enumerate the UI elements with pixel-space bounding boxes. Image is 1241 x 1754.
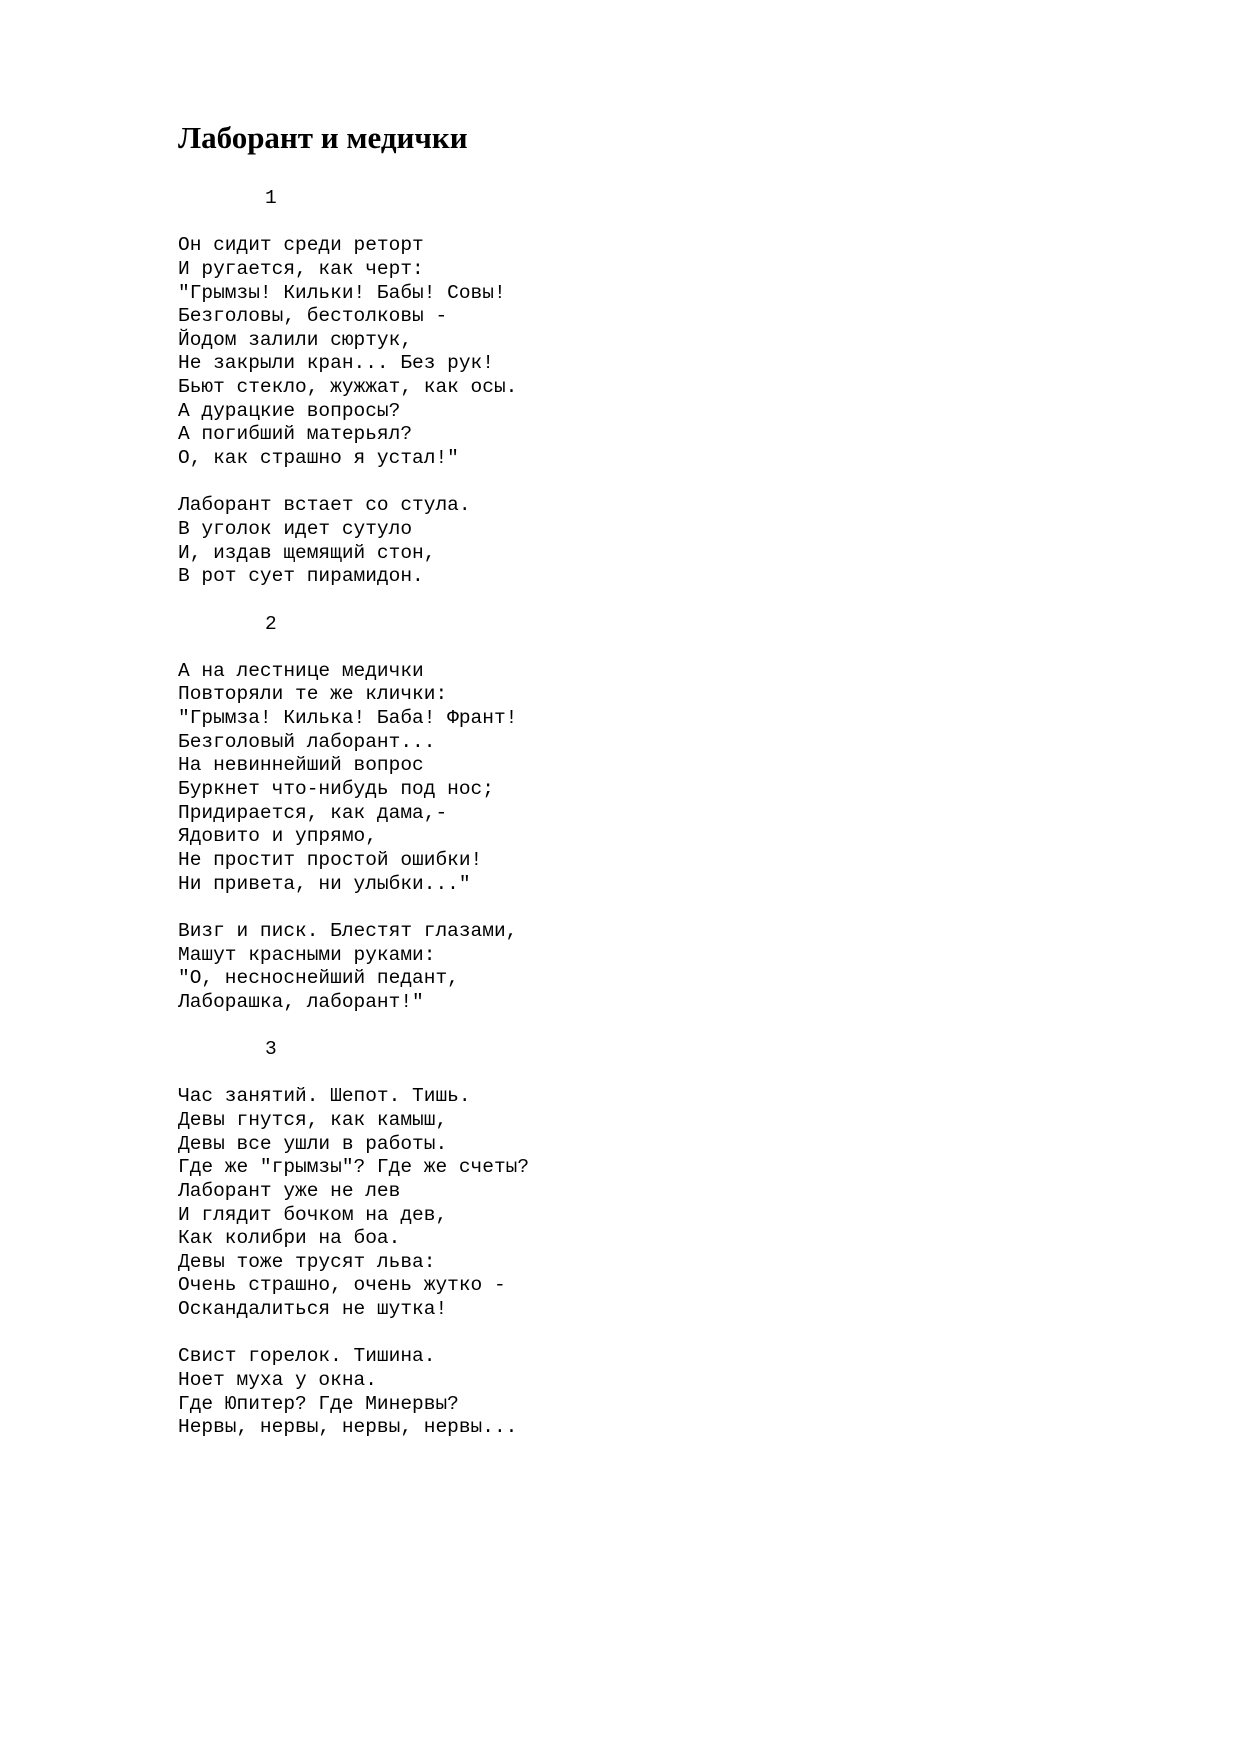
poem-line: Девы тоже трусят льва: (178, 1250, 436, 1273)
poem-line: Машут красными руками: (178, 943, 436, 966)
poem-line: Оскандалиться не шутка! (178, 1298, 448, 1321)
poem-section (178, 1038, 1178, 1464)
poem-line: Ноет муха у окна. (178, 1369, 377, 1392)
poem-line: "Грымзы! Кильки! Бабы! Совы! (178, 281, 506, 304)
poem-line: Он сидит среди реторт (178, 234, 424, 257)
poem-line: Бьют стекло, жужжат, как осы. (178, 376, 518, 399)
poem-line: Час занятий. Шепот. Тишь. (178, 1085, 471, 1108)
stanza (178, 1085, 1178, 1321)
stanza (178, 234, 1178, 470)
document-page (178, 118, 1178, 1464)
poem-line: Буркнет что-нибудь под нос; (178, 778, 494, 801)
poem-line: И глядит бочком на дев, (178, 1203, 448, 1226)
poem-line: Не закрыли кран... Без рук! (178, 352, 494, 375)
poem-line: А погибший матерьял? (178, 423, 413, 446)
poem-line: В рот сует пирамидон. (178, 565, 424, 588)
poem-line: Ядовито и упрямо, (178, 825, 377, 848)
poem-line: Лаборант встает со стула. (178, 494, 471, 517)
poem-line: О, как страшно я устал!" (178, 447, 459, 470)
poem-line: Где Юпитер? Где Минервы? (178, 1392, 459, 1415)
poem-line: А дурацкие вопросы? (178, 399, 401, 422)
poem-line: И, издав щемящий стон, (178, 541, 436, 564)
poem-line: Лаборашка, лаборант!" (178, 990, 424, 1013)
poem-line: Лаборант уже не лев (178, 1179, 401, 1202)
section-number: 1 (265, 187, 277, 209)
poem-line: А на лестнице медички (178, 659, 424, 682)
poem-line: Повторяли те же клички: (178, 683, 448, 706)
section-number: 3 (265, 1038, 277, 1061)
poem-line: Безголовы, бестолковы - (178, 305, 448, 328)
poem-line: Где же "грымзы"? Где же счеты? (178, 1156, 530, 1179)
poem-line: Придирается, как дама,- (178, 801, 448, 824)
stanza (178, 494, 1178, 589)
poem-line: И ругается, как черт: (178, 257, 424, 280)
poem-line: На невиннейший вопрос (178, 754, 424, 777)
stanza (178, 920, 1178, 1015)
poem-line: Ни привета, ни улыбки..." (178, 872, 471, 895)
poem-line: "О, несноснейший педант, (178, 967, 459, 990)
poem-line: Девы все ушли в работы. (178, 1132, 448, 1155)
poem-section (178, 613, 1178, 1039)
poem-line: Девы гнутся, как камыш, (178, 1108, 448, 1131)
poem-line: В уголок идет сутуло (178, 517, 413, 540)
poem-line: Не простит простой ошибки! (178, 848, 483, 871)
stanza (178, 1345, 1178, 1440)
stanza (178, 660, 1178, 896)
poem-body (178, 187, 1178, 1464)
poem-line: Свист горелок. Тишина. (178, 1345, 436, 1368)
poem-line: Визг и писк. Блестят глазами, (178, 919, 518, 942)
poem-line: Безголовый лаборант... (178, 730, 436, 753)
poem-line: "Грымза! Килька! Баба! Франт! (178, 707, 518, 730)
poem-line: Йодом залили сюртук, (178, 328, 413, 351)
section-number: 2 (265, 612, 277, 635)
poem-line: Очень страшно, очень жутко - (178, 1274, 506, 1297)
poem-line: Как колибри на боа. (178, 1227, 401, 1250)
poem-line: Нервы, нервы, нервы, нервы... (178, 1416, 518, 1439)
page-title: Лаборант и медички (178, 120, 468, 155)
poem-section (178, 187, 1178, 613)
